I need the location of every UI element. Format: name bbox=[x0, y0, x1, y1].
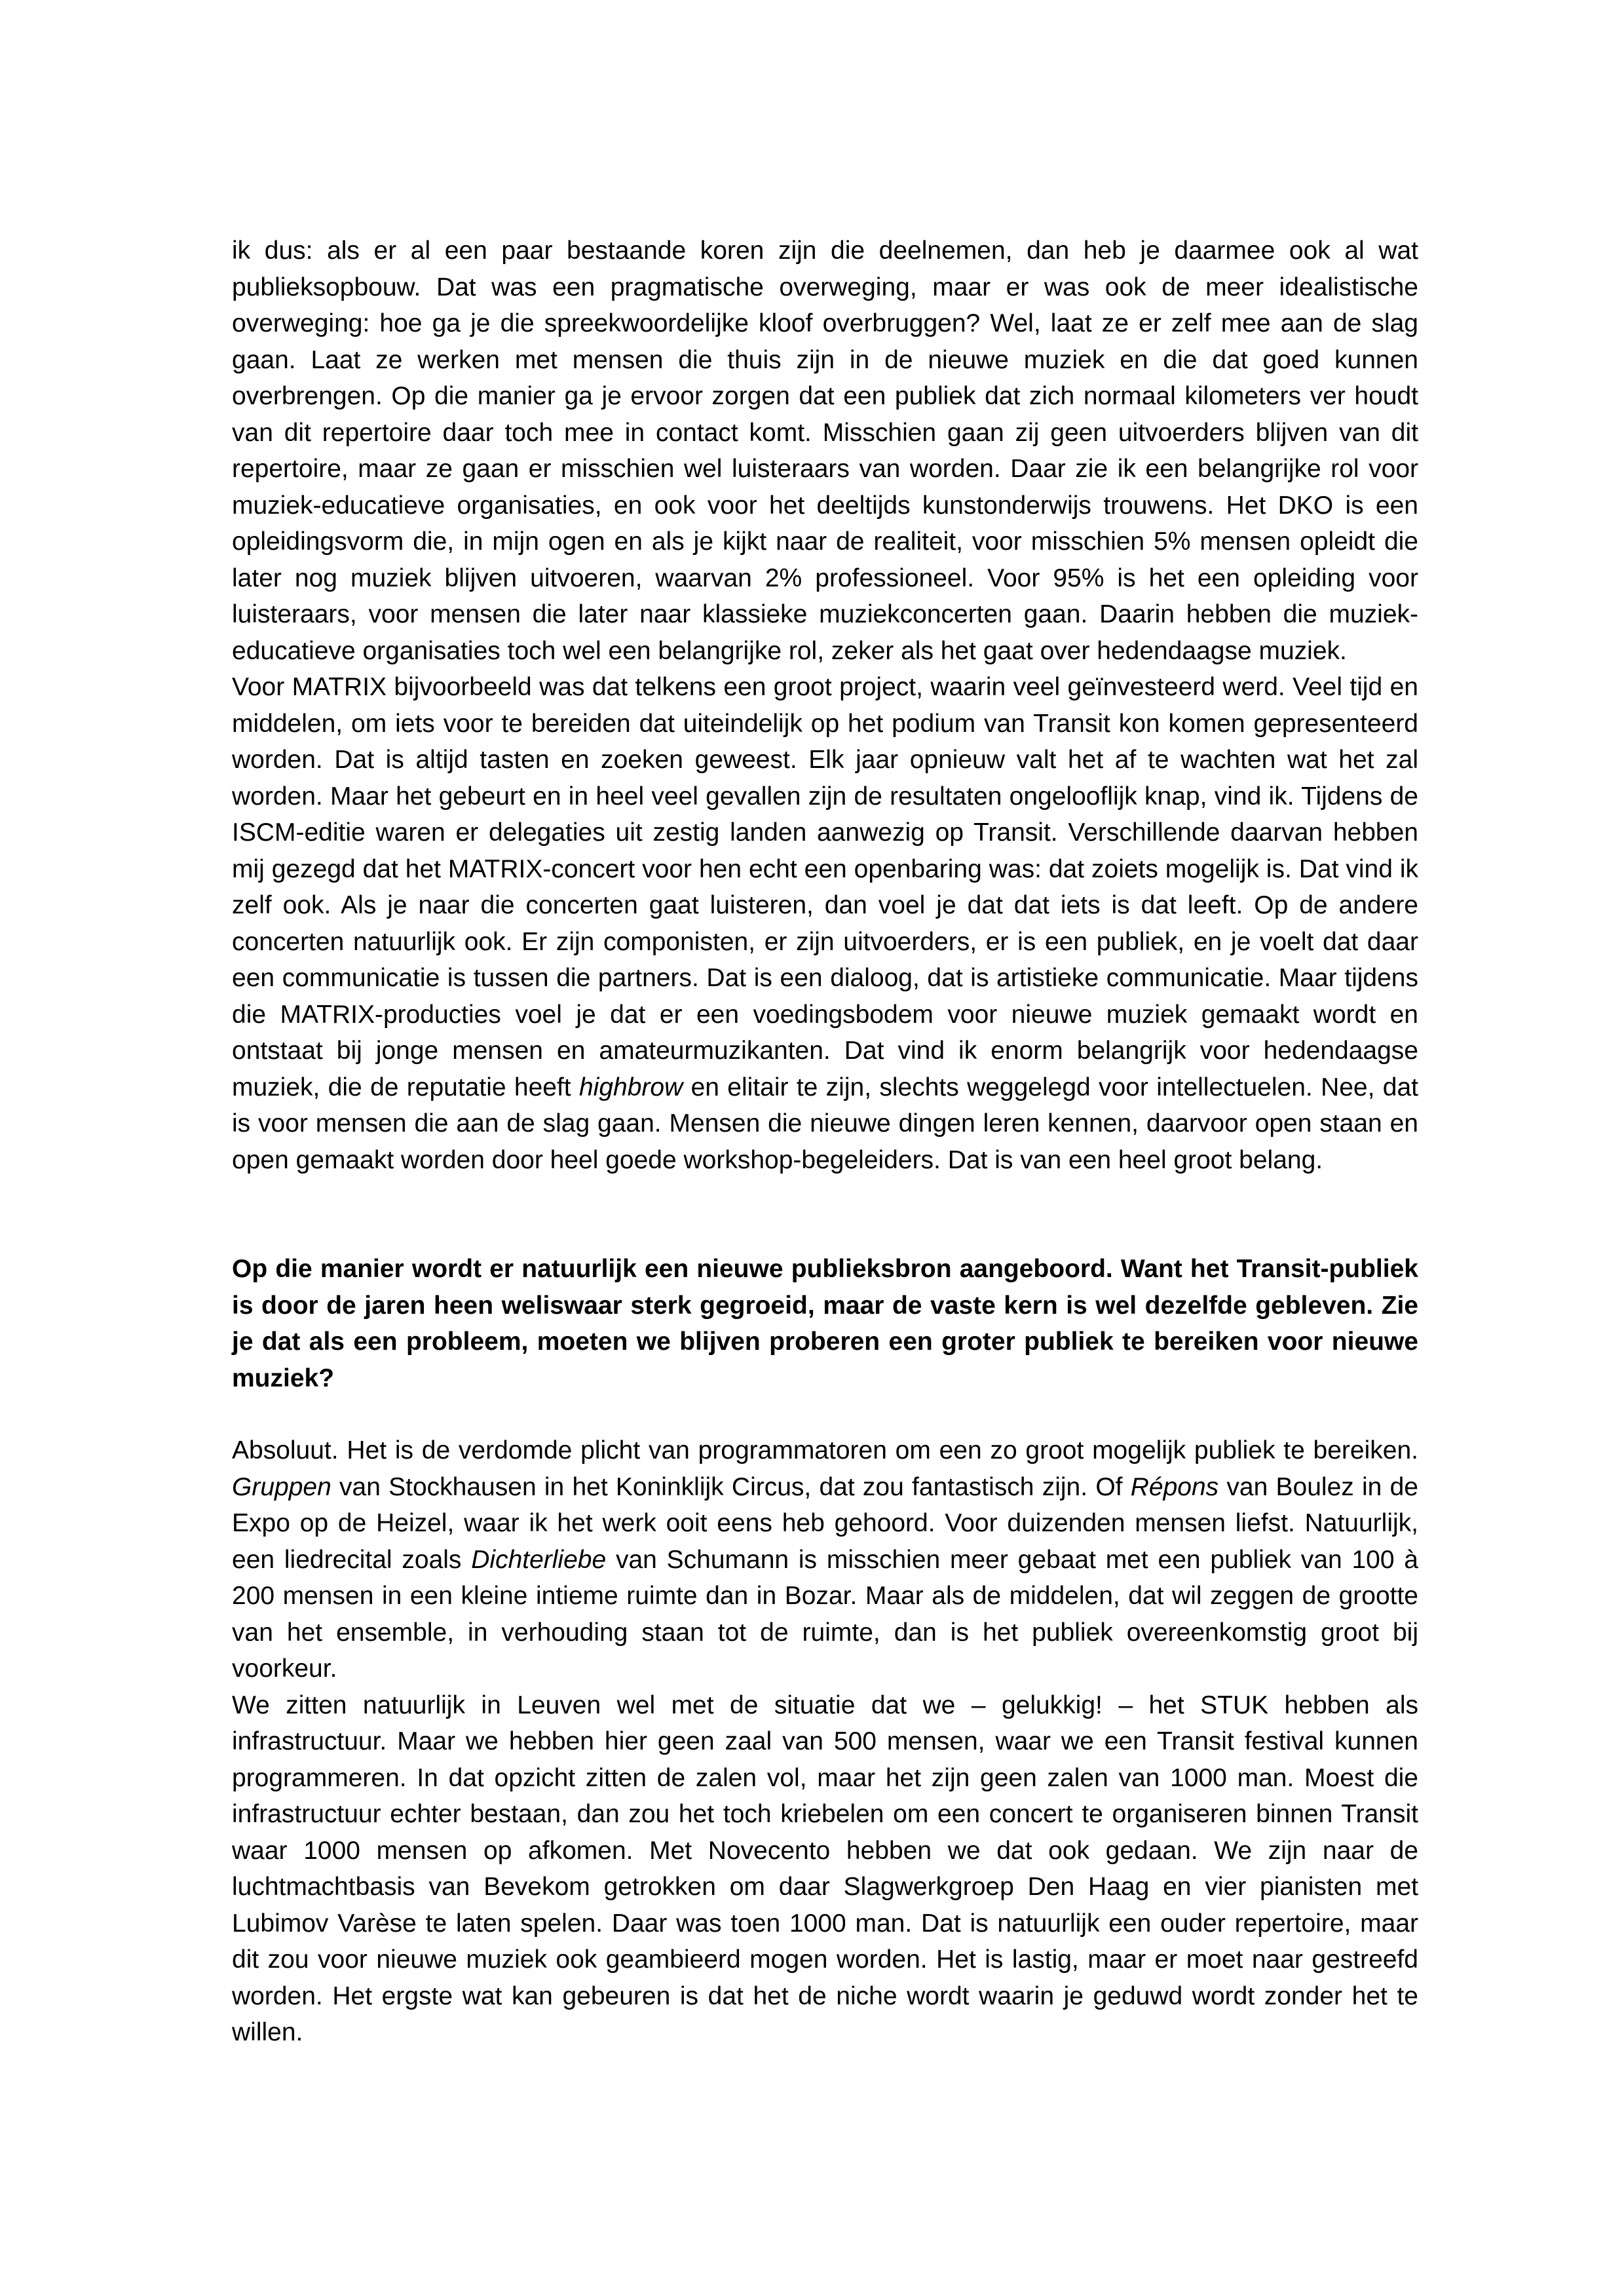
interview-question bbox=[232, 1251, 1418, 1396]
italic-title: Répons bbox=[1130, 1472, 1219, 1501]
document-body bbox=[232, 233, 1418, 2051]
paragraph-publieksopbouw bbox=[232, 233, 1418, 669]
paragraph-matrix bbox=[232, 669, 1418, 1178]
paragraph-absoluut bbox=[232, 1432, 1418, 1687]
italic-term: highbrow bbox=[578, 1073, 683, 1101]
paragraph-text: en elitair te zijn, slechts weggelegd voor intellectuelen. Nee, dat is voor mensen die aan de slag gaan. Mensen die nieuwe dingen leren kennen, daarvoor open staan en open gemaakt worden door heel goede workshop-begeleiders. Dat is van een heel groot belang. bbox=[232, 1073, 1419, 1174]
paragraph-text: Voor MATRIX bijvoorbeeld was dat telkens een groot project, waarin veel geïnvesteerd werd. Veel tijd en middelen, om iets voor te bereiden dat uiteindelijk op het podium van Transit kon komen gepresenteerd worden. Dat is altijd tasten en zoeken geweest. Elk jaar opnieuw valt het af te wachten wat het zal worden. Maar het gebeurt en in heel veel gevallen zijn de resultaten ongelooflijk knap, vind ik. Tijdens de ISCM-editie waren er delegaties uit zestig landen aanwezig op Transit. Verschillende daarvan hebben mij gezegd dat het MATRIX-concert voor hen echt een openbaring was: dat zoiets mogelijk is. Dat vind ik zelf ook. Als je naar die concerten gaat luisteren, dan voel je dat dat iets is dat leeft. Op de andere concerten natuurlijk ook. Er zijn componisten, er zijn uitvoerders, er is een publiek, en je voelt dat daar een communicatie is tussen die partners. Dat is een dialoog, dat is artistieke communicatie. Maar tijdens die MATRIX-producties voel je dat er een voedingsbodem voor nieuwe muziek gemaakt wordt en ontstaat bij jonge mensen en amateurmuzikanten. Dat vind ik enorm belangrijk voor hedendaagse muziek, die de reputatie heeft bbox=[232, 673, 1418, 1101]
paragraph-text: van Stockhausen in het Koninklijk Circus, dat zou fantastisch zijn. Of bbox=[331, 1472, 1131, 1501]
paragraph-text: van Boulez in de Expo op de Heizel, waar ik het werk ooit eens heb gehoord. Voor duizenden mensen liefst. Natuurlijk, een liedrecital zoals bbox=[232, 1472, 1418, 1574]
paragraph-text: ik dus: als er al een paar bestaande koren zijn die deelnemen, dan heb je daarmee ook al wat publieksopbouw. Dat was een pragmatische overweging, maar er was ook de meer idealistische overweging: hoe ga je die spreekwoordelijke kloof overbruggen? Wel, laat ze er zelf mee aan de slag gaan. Laat ze werken met mensen die thuis zijn in de nieuwe muziek en die dat goed kunnen overbrengen. Op die manier ga je ervoor zorgen dat een publiek dat zich normaal kilometers ver houdt van dit repertoire daar toch mee in contact komt. Misschien gaan zij geen uitvoerders blijven van dit repertoire, maar ze gaan er misschien wel luisteraars van worden. Daar zie ik een belangrijke rol voor muziek-educatieve organisaties, en ook voor het deeltijds kunstonderwijs trouwens. Het DKO is een opleidingsvorm die, in mijn ogen en als je kijkt naar de realiteit, voor misschien 5% mensen opleidt die later nog muziek blijven uitvoeren, waarvan 2% professioneel. Voor 95% is het een opleiding voor luisteraars, voor mensen die later naar klassieke muziekconcerten gaan. Daarin hebben die muziek-educatieve organisaties toch wel een belangrijke rol, zeker als het gaat over hedendaagse muziek. bbox=[232, 237, 1418, 665]
paragraph-text: We zitten natuurlijk in Leuven wel met de situatie dat we – gelukkig! – het STUK hebben als infrastructuur. Maar we hebben hier geen zaal van 500 mensen, waar we een Transit festival kunnen programmeren. In dat opzicht zitten de zalen vol, maar het zijn geen zalen van 1000 man. Moest die infrastructuur echter bestaan, dan zou het toch kriebelen om een concert te organiseren binnen Transit waar 1000 mensen op afkomen. Met Novecento hebben we dat ook gedaan. We zijn naar de luchtmachtbasis van Bevekom getrokken om daar Slagwerkgroep Den Haag en vier pianisten met Lubimov Varèse te laten spelen. Daar was toen 1000 man. Dat is natuurlijk een ouder repertoire, maar dit zou voor nieuwe muziek ook geambieerd mogen worden. Het is lastig, maar er moet naar gestreefd worden. Het ergste wat kan gebeuren is dat het de niche wordt waarin je geduwd wordt zonder het te willen. bbox=[232, 1691, 1418, 2046]
italic-title: Dichterliebe bbox=[471, 1545, 607, 1574]
paragraph-text: van Schumann is misschien meer gebaat met een publiek van 100 à 200 mensen in een kleine intieme ruimte dan in Bozar. Maar als de middelen, dat wil zeggen de grootte van het ensemble, in verhouding staan tot de ruimte, dan is het publiek overeenkomstig groot bij voorkeur. bbox=[232, 1545, 1418, 1683]
paragraph-leuven bbox=[232, 1687, 1418, 2051]
paragraph-text: Absoluut. Het is de verdomde plicht van programmatoren om een zo groot mogelijk publiek te bereiken. bbox=[232, 1436, 1418, 1464]
italic-title: Gruppen bbox=[232, 1472, 331, 1501]
question-text: Op die manier wordt er natuurlijk een nieuwe publieksbron aangeboord. Want het Transit-publiek is door de jaren heen weliswaar sterk gegroeid, maar de vaste kern is wel dezelfde gebleven. Zie je dat als een probleem, moeten we blijven proberen een groter publiek te bereiken voor nieuwe muziek? bbox=[232, 1255, 1418, 1392]
